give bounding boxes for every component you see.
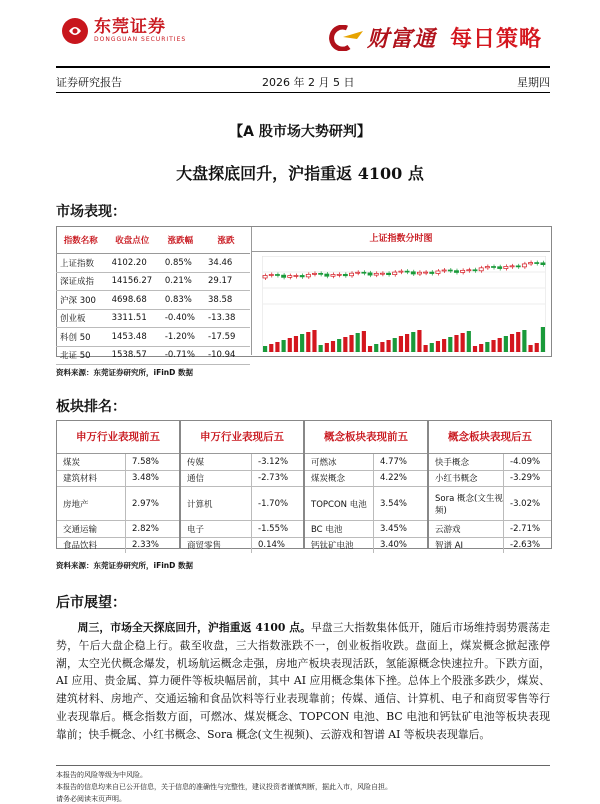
volume-bar — [454, 335, 458, 352]
sector-change: 3.45% — [380, 523, 408, 534]
sector-name: 煤炭 — [57, 454, 126, 470]
market-cell: 34.46 — [202, 254, 250, 273]
volume-bar — [337, 339, 341, 352]
market-cell: -13.38 — [202, 309, 250, 328]
sector-name: 智谱 AI — [429, 538, 504, 554]
candle-body — [288, 276, 292, 278]
sector-change: -2.63% — [510, 540, 541, 551]
volume-bar — [331, 341, 335, 352]
sector-row — [57, 521, 179, 538]
sectors-section-title: 板块排名： — [56, 399, 126, 415]
market-source: 资料来源：东莞证券研究所，iFinD 数据 — [56, 368, 193, 377]
volume-bar — [467, 331, 471, 352]
volume-bar — [294, 336, 298, 352]
sector-name: 快手概念 — [429, 454, 504, 470]
candle-body — [343, 274, 347, 275]
outlook-section-title: 后市展望： — [56, 595, 126, 611]
market-cell: 沪深 300 — [56, 291, 106, 310]
report-weekday: 星期四 — [517, 76, 550, 89]
sector-name: 建筑材料 — [57, 471, 126, 487]
sector-change: 4.77% — [380, 456, 408, 467]
market-cell: 1538.57 — [106, 346, 159, 365]
sector-name: 钙钛矿电池 — [305, 538, 374, 554]
market-cell: 北证 50 — [56, 346, 106, 365]
sector-name: 煤炭概念 — [305, 471, 374, 487]
candle-body — [528, 263, 532, 264]
candle-body — [306, 274, 310, 277]
footer-risk: 本报告的风险等级为中风险。 — [56, 771, 147, 779]
market-cell: 29.17 — [202, 272, 250, 291]
candle-body — [411, 272, 415, 274]
report-title: 【A 股市场大势研判】 — [229, 124, 371, 140]
candle-body — [535, 263, 539, 264]
volume-bar — [312, 330, 316, 352]
volume-bar — [362, 331, 366, 352]
candle-body — [386, 273, 390, 274]
market-cell: -10.94 — [202, 346, 250, 365]
sector-name: BC 电池 — [305, 521, 374, 537]
volume-bar — [535, 343, 539, 352]
sector-table — [180, 420, 304, 552]
market-col-header: 收盘点位 — [106, 227, 159, 254]
sector-row — [429, 471, 551, 488]
candle-body — [454, 271, 458, 273]
market-cell: 0.85% — [159, 254, 202, 273]
volume-bar — [411, 332, 415, 352]
volume-bar — [504, 336, 508, 352]
volume-bar — [430, 343, 434, 352]
candle-body — [282, 275, 286, 277]
broker-logo — [62, 18, 186, 44]
volume-bar — [442, 339, 446, 352]
volume-bar — [343, 337, 347, 352]
candle-body — [263, 275, 267, 278]
product-name: 每日策略 — [449, 26, 542, 52]
market-cell: -0.40% — [159, 309, 202, 328]
market-row — [56, 346, 250, 365]
volume-bar — [485, 342, 489, 352]
sector-change: 3.54% — [380, 498, 408, 509]
candle-body — [448, 270, 452, 271]
volume-bar — [356, 333, 360, 352]
market-cell: 上证指数 — [56, 254, 106, 273]
volume-bar — [393, 338, 397, 352]
sector-row — [429, 538, 551, 554]
candle-body — [362, 272, 366, 273]
market-cell: 0.83% — [159, 291, 202, 310]
sector-row — [57, 454, 179, 471]
candle-body — [269, 274, 273, 275]
candle-body — [368, 273, 372, 275]
volume-bar — [528, 345, 532, 352]
candle-body — [430, 272, 434, 273]
candle-body — [510, 266, 514, 267]
footer-disclaimer: 本报告的信息均来自已公开信息，关于信息的准确性与完整性，建议投资者谨慎判断，据此入市，风险自担。 — [56, 783, 392, 791]
candle-body — [275, 274, 279, 275]
sector-row — [181, 454, 303, 471]
chart-title: 上证指数分时图 — [252, 227, 550, 252]
sector-name: 传媒 — [181, 454, 252, 470]
market-cell: -1.20% — [159, 328, 202, 347]
volume-bar — [319, 345, 323, 352]
candle-body — [424, 272, 428, 273]
candle-body — [491, 266, 495, 267]
footer-rule — [56, 765, 550, 766]
cft-emblem-icon — [327, 25, 365, 51]
volume-bar — [282, 340, 286, 352]
volume-bar — [424, 345, 428, 352]
volume-bar — [300, 334, 304, 352]
sector-change: -3.29% — [510, 473, 541, 484]
sector-change: 0.14% — [258, 540, 286, 551]
market-row — [56, 291, 250, 310]
market-cell: 深证成指 — [56, 272, 106, 291]
market-cell: 14156.27 — [106, 272, 159, 291]
market-cell: -17.59 — [202, 328, 250, 347]
sector-table-title: 申万行业表现前五 — [57, 421, 179, 454]
sector-row — [57, 538, 179, 554]
candle-body — [393, 272, 397, 275]
sector-name: 商贸零售 — [181, 538, 252, 554]
sector-row — [429, 487, 551, 521]
candle-body — [473, 270, 477, 271]
candle-body — [325, 274, 329, 276]
intraday-chart — [262, 256, 546, 352]
market-col-header: 涨跌幅 — [159, 227, 202, 254]
sector-name: 可燃冰 — [305, 454, 374, 470]
volume-bar — [461, 333, 465, 352]
candle-body — [479, 268, 483, 271]
market-cell: 创业板 — [56, 309, 106, 328]
candle-body — [337, 274, 341, 275]
market-row — [56, 328, 250, 347]
candle-body — [312, 273, 316, 274]
report-type: 证券研究报告 — [56, 76, 122, 89]
sector-name: 计算机 — [181, 487, 252, 520]
sector-row — [429, 454, 551, 471]
candle-body — [294, 275, 298, 276]
sector-row — [305, 521, 427, 538]
sector-change: -1.70% — [258, 498, 289, 509]
sector-name: 房地产 — [57, 487, 126, 520]
sector-name: 交通运输 — [57, 521, 126, 537]
sector-row — [305, 538, 427, 554]
candle-body — [331, 274, 335, 276]
outlook-lead: 周三，市场全天探底回升，沪指重返 4100 点。 — [77, 621, 311, 634]
sectors-source: 资料来源：东莞证券研究所，iFinD 数据 — [56, 561, 193, 570]
candle-body — [417, 272, 421, 274]
outlook-body: 早盘三大指数集体低开，随后市场维持弱势震荡走势，午后大盘企稳上行。截至收盘，三大指数涨跌不一，创业板指收跌。盘面上，煤炭概念掀起涨停潮，太空光伏概念爆发，机场航运概念走强，房地产板块表现活跃，氢能源概念快速拉升。下跌方面，AI 应用、贵金属、算力硬件等板块幅居前，其中 AI 应用概念集体下挫。总体上个股涨多跌少，煤炭、建筑材料、房地产、交通运输和食品饮料等行业表现靠前；传媒、通信、计算机、电子和商贸零售等行业表现靠后。概念指数方面，可燃冰、煤炭概念、TOPCON 电池、BC 电池和钙钛矿电池等板块表现靠前；快手概念、小红书概念、Sora 概念(文生视频)、云游戏和智谱 AI 等板块表现靠后。 — [56, 621, 550, 741]
candle-body — [319, 273, 323, 274]
volume-bar — [448, 337, 452, 352]
sector-change: -3.02% — [510, 498, 541, 509]
market-row — [56, 309, 250, 328]
sector-change: -2.73% — [258, 473, 289, 484]
market-row — [56, 254, 250, 273]
candle-body — [436, 271, 440, 274]
sector-row — [181, 521, 303, 538]
volume-bar — [516, 332, 520, 352]
product-logo — [327, 22, 542, 53]
sector-change: 7.58% — [132, 456, 160, 467]
sector-name: 食品饮料 — [57, 538, 126, 554]
sector-table-title: 申万行业表现后五 — [181, 421, 303, 454]
candle-body — [516, 266, 520, 267]
candle-body — [349, 273, 353, 276]
market-row — [56, 272, 250, 291]
outlook-paragraph — [56, 619, 550, 744]
broker-name-en: DONGGUAN SECURITIES — [94, 36, 187, 43]
sector-name: 电子 — [181, 521, 252, 537]
sector-name: Sora 概念(文生视频) — [429, 487, 504, 520]
volume-bar — [269, 344, 273, 352]
sector-change: 2.33% — [132, 540, 160, 551]
sector-table — [304, 420, 428, 552]
market-cell: -0.71% — [159, 346, 202, 365]
volume-bar — [306, 332, 310, 352]
candle-body — [300, 275, 304, 276]
candle-body — [442, 270, 446, 271]
market-section-title: 市场表现： — [56, 204, 126, 220]
volume-bar — [380, 342, 384, 352]
sector-change: -3.12% — [258, 456, 289, 467]
candle-body — [498, 267, 502, 269]
volume-bar — [325, 343, 329, 352]
volume-bar — [368, 346, 372, 352]
sector-table-title: 概念板块表现后五 — [429, 421, 551, 454]
sector-change: 3.48% — [132, 473, 160, 484]
broker-name: 东莞证券 — [94, 17, 166, 37]
candle-body — [541, 263, 545, 265]
volume-bar — [275, 342, 279, 352]
sector-table-title: 概念板块表现前五 — [305, 421, 427, 454]
candle-body — [405, 271, 409, 272]
sector-change: 4.22% — [380, 473, 408, 484]
market-col-header: 指数名称 — [56, 227, 106, 254]
market-cell: 4102.20 — [106, 254, 159, 273]
report-subtitle: 大盘探底回升，沪指重返 4100 点 — [176, 164, 424, 183]
volume-bar — [522, 330, 526, 352]
market-col-header: 涨跌 — [202, 227, 250, 254]
volume-bar — [417, 330, 421, 352]
volume-bar — [479, 344, 483, 352]
candle-body — [374, 273, 378, 275]
sector-name: 云游戏 — [429, 521, 504, 537]
sector-name: 小红书概念 — [429, 471, 504, 487]
volume-bar — [405, 334, 409, 352]
volume-bar — [374, 344, 378, 352]
candle-body — [522, 264, 526, 267]
sector-change: 3.40% — [380, 540, 408, 551]
header-rule-2 — [56, 92, 550, 93]
volume-bar — [399, 336, 403, 352]
sector-change: -1.55% — [258, 523, 289, 534]
market-cell: 0.21% — [159, 272, 202, 291]
sector-change: -2.71% — [510, 523, 541, 534]
candle-body — [467, 270, 471, 271]
sector-row — [305, 454, 427, 471]
candle-body — [380, 273, 384, 274]
volume-bar — [288, 338, 292, 352]
sector-row — [181, 471, 303, 488]
volume-bar — [473, 346, 477, 352]
sector-row — [305, 471, 427, 488]
candle-body — [504, 266, 508, 268]
market-cell: 4698.68 — [106, 291, 159, 310]
volume-bar — [510, 334, 514, 352]
broker-emblem-icon — [62, 18, 88, 44]
sector-change: -4.09% — [510, 456, 541, 467]
report-date: 2026 年 2 月 5 日 — [262, 76, 355, 89]
sector-change: 2.97% — [132, 498, 160, 509]
candle-body — [399, 271, 403, 272]
footer-notice: 请务必阅读末页声明。 — [56, 795, 126, 803]
volume-bar — [491, 340, 495, 352]
sector-row — [181, 538, 303, 554]
candle-body — [485, 266, 489, 267]
market-cell: 38.58 — [202, 291, 250, 310]
sector-name: 通信 — [181, 471, 252, 487]
market-table — [56, 227, 250, 365]
volume-bar — [263, 346, 267, 352]
volume-bar — [349, 335, 353, 352]
sector-row — [181, 487, 303, 521]
sector-row — [305, 487, 427, 521]
sector-name: TOPCON 电池 — [305, 487, 374, 520]
volume-bar — [541, 327, 545, 352]
sector-row — [57, 487, 179, 521]
sector-row — [57, 471, 179, 488]
candle-body — [461, 270, 465, 272]
sector-table — [428, 420, 552, 552]
market-cell: 3311.51 — [106, 309, 159, 328]
market-cell: 科创 50 — [56, 328, 106, 347]
volume-bar — [436, 341, 440, 352]
product-brand: 财富通 — [366, 26, 436, 52]
sector-change: 2.82% — [132, 523, 160, 534]
volume-bar — [386, 340, 390, 352]
candle-body — [356, 272, 360, 273]
volume-bar — [498, 338, 502, 352]
sector-row — [429, 521, 551, 538]
sector-table — [56, 420, 180, 552]
header-rule — [56, 66, 550, 68]
market-cell: 1453.48 — [106, 328, 159, 347]
